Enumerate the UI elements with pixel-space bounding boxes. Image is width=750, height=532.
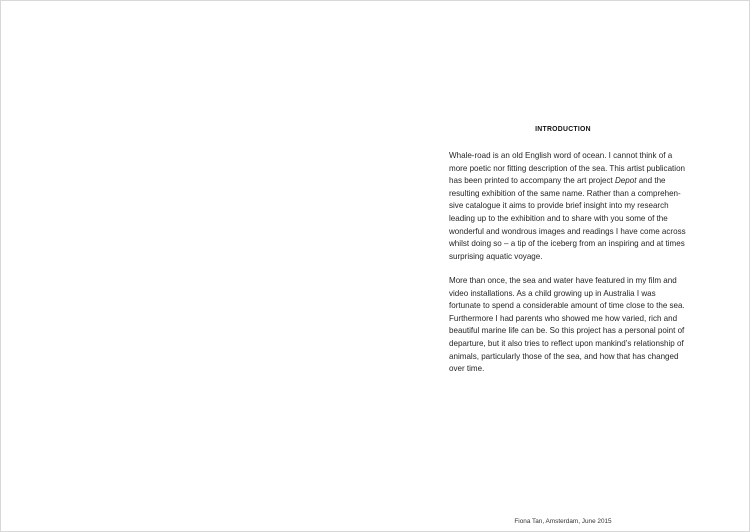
author-signature: Fiona Tan, Amsterdam, June 2015 <box>514 518 612 525</box>
paragraph-line: over time. <box>449 364 485 374</box>
paragraph-line: Furthermore I had parents who showed me how varied, rich and <box>449 313 678 323</box>
paragraph-line: Whale-road is an old English word of ocean. I cannot think of a <box>449 151 673 160</box>
paragraph-line: video installations. As a child growing up in Australia I was <box>449 288 656 298</box>
paragraph-line: surprising aquatic voyage. <box>449 251 543 261</box>
paragraph-line: resulting exhibition of the same name. Rather than a comprehen- <box>449 188 681 198</box>
paragraph-line: wonderful and wondrous images and readings I have come across <box>449 226 686 236</box>
paragraph-line <box>449 175 681 188</box>
paragraph-text: and the <box>636 176 666 186</box>
paragraph-line: More than once, the sea and water have featured in my film and <box>449 276 677 285</box>
paragraph-line: fortunate to spend a considerable amount of time close to the sea. <box>449 301 685 311</box>
paragraph-line: sive catalogue it aims to provide brief insight into my research <box>449 201 669 211</box>
paragraph-line: more poetic nor fitting description of the sea. This artist publication <box>449 163 686 173</box>
paragraph-text: has been printed to accompany the art project <box>449 176 615 186</box>
left-page <box>1 1 375 531</box>
introduction-heading: INTRODUCTION <box>535 124 591 133</box>
paragraph-line: departure, but it also tries to reflect upon mankind’s relationship of <box>449 338 684 348</box>
project-title-italic: Depot <box>614 176 637 186</box>
intro-paragraph-1 <box>449 150 686 263</box>
paragraph-line: leading up to the exhibition and to share with you some of the <box>449 213 668 223</box>
intro-paragraph-2 <box>449 275 685 376</box>
right-page <box>375 1 749 531</box>
paragraph-line: whilst doing so – a tip of the iceberg from an inspiring and at times <box>449 239 685 249</box>
paragraph-line: beautiful marine life can be. So this project has a personal point of <box>449 326 685 336</box>
paragraph-line: animals, particularly those of the sea, and how that has changed <box>449 351 679 361</box>
